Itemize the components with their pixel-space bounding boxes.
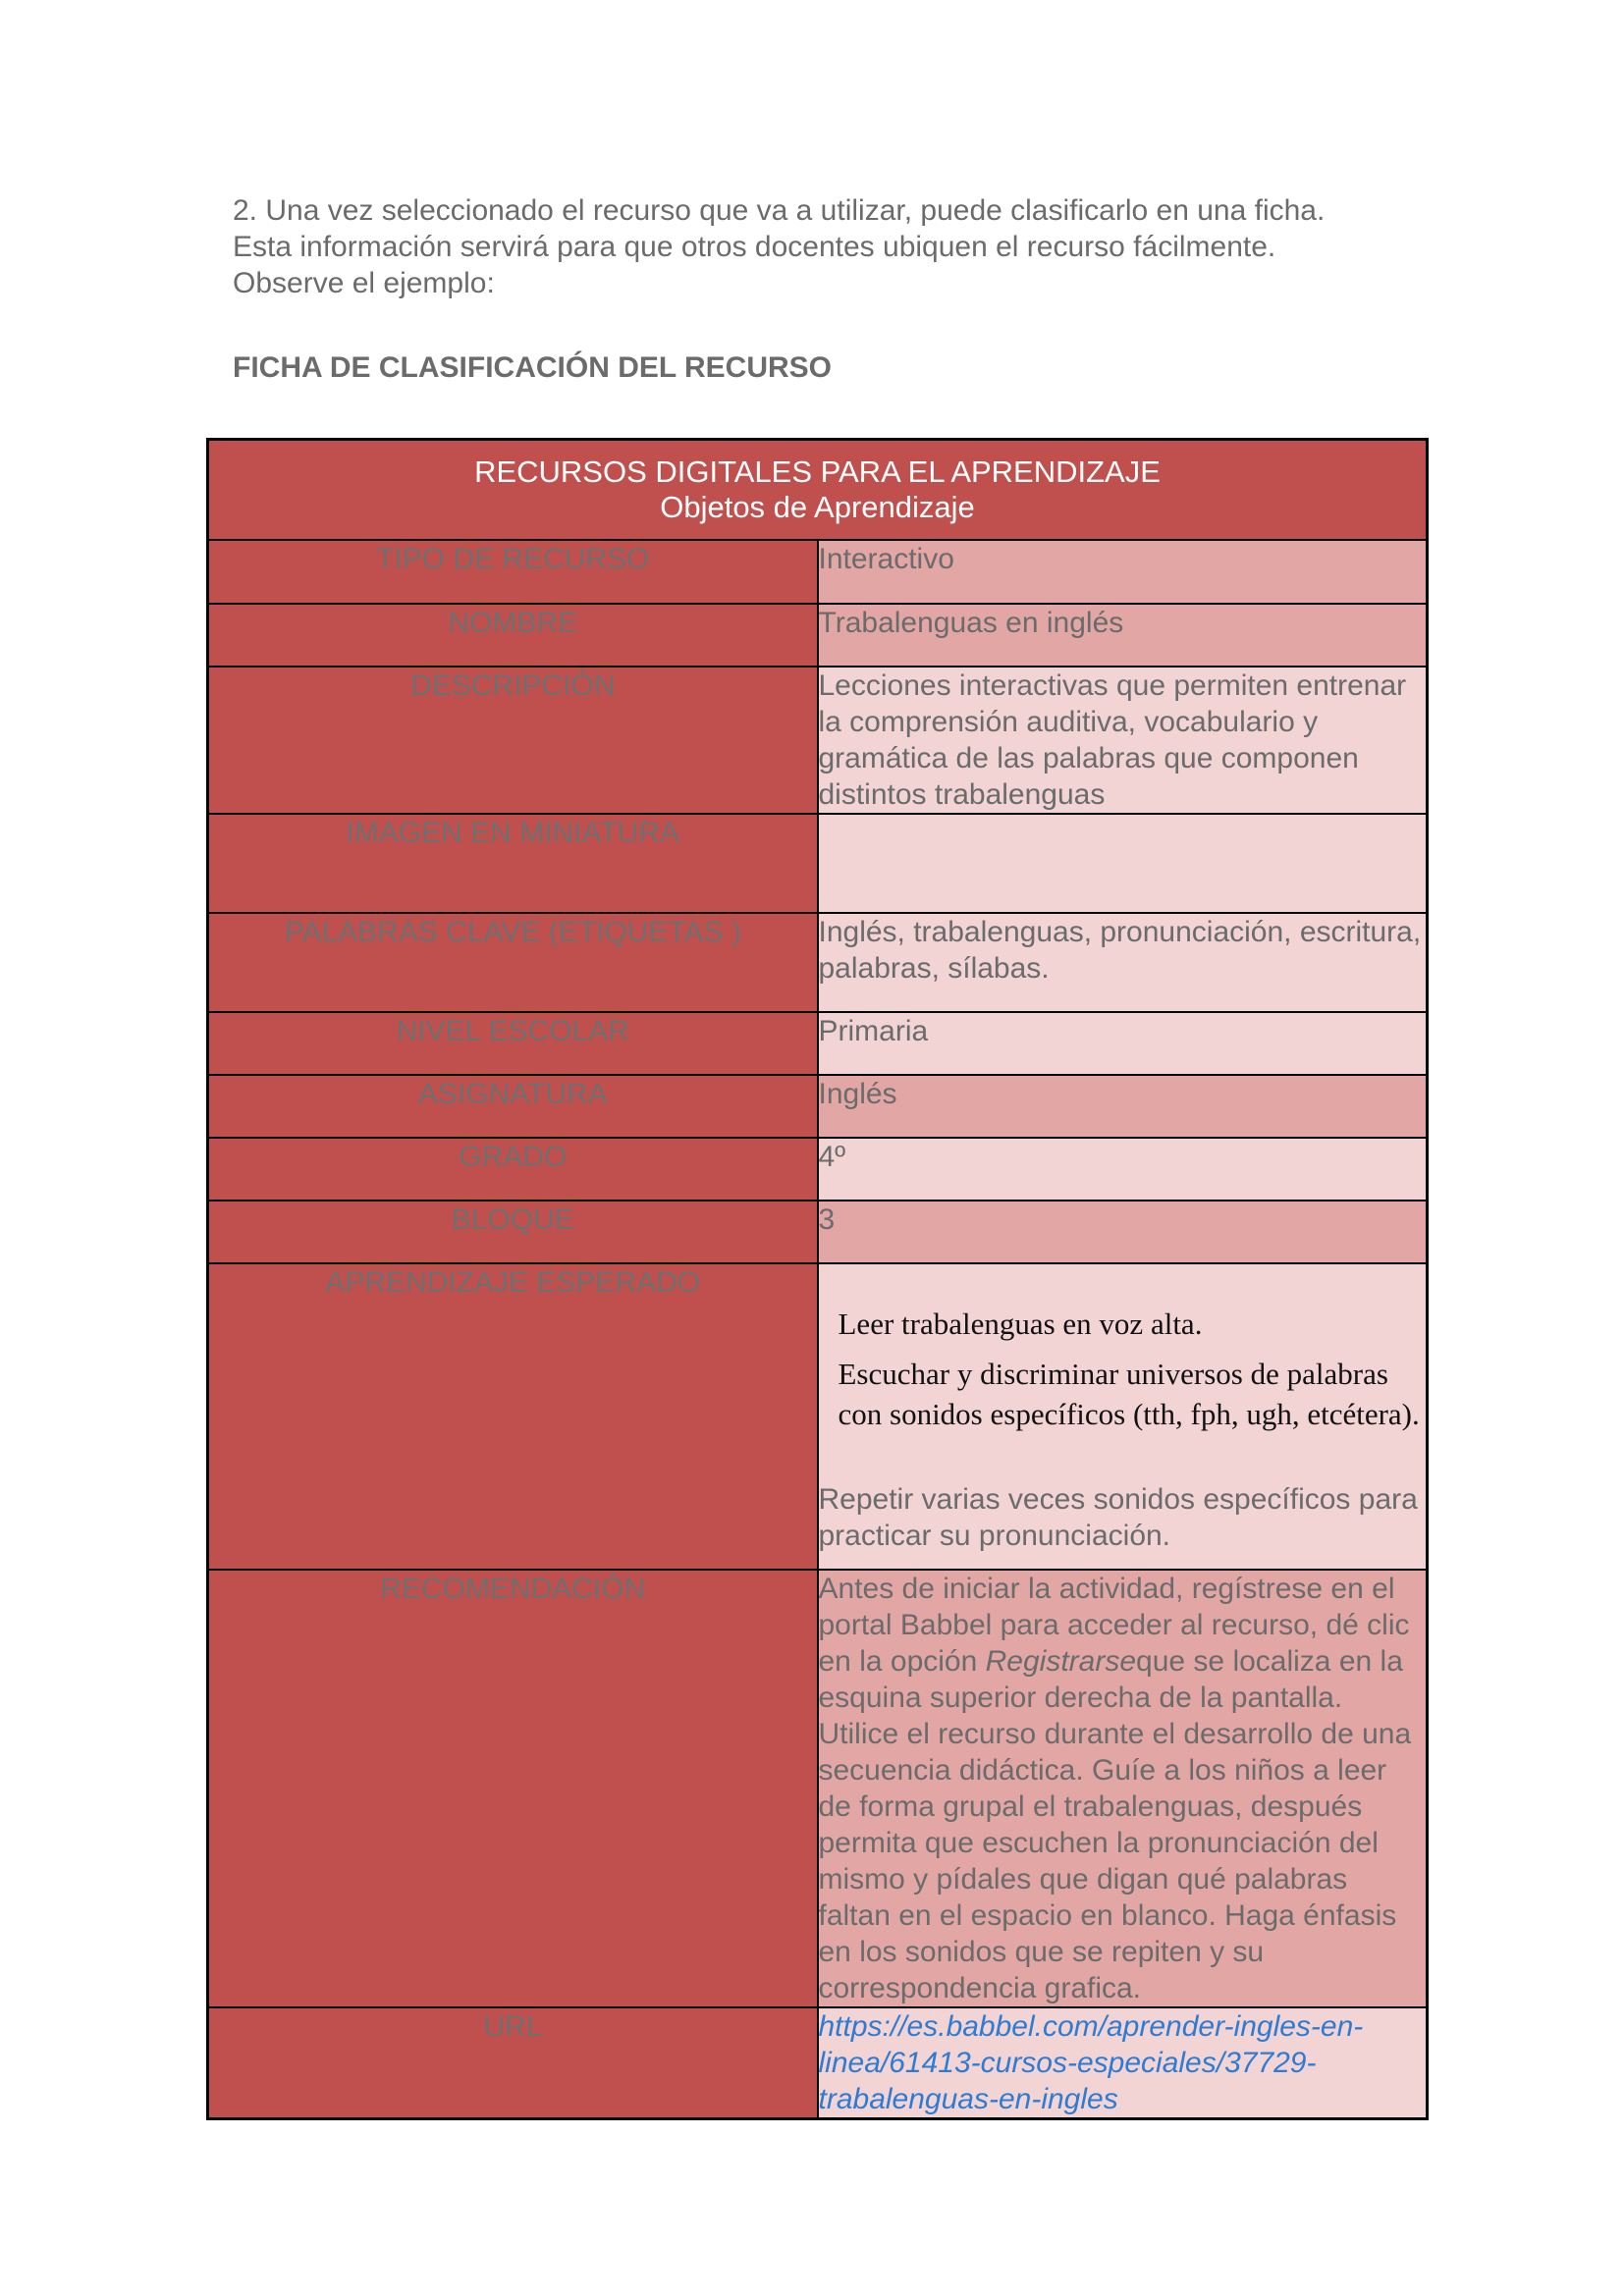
table-header-row (208, 440, 1428, 541)
aprendizaje-line-1: Leer trabalenguas en voz alta. (838, 1307, 1203, 1341)
table-row (208, 1263, 1428, 1570)
row-value-bloque: 3 (818, 1201, 1428, 1263)
table-row (208, 1138, 1428, 1201)
row-value-palabras: Inglés, trabalenguas, pronunciación, escritura, palabras, sílabas. (818, 913, 1428, 1012)
table-row (208, 540, 1428, 604)
table-row (208, 913, 1428, 1012)
table-row (208, 1201, 1428, 1263)
row-value-asignatura: Inglés (818, 1075, 1428, 1138)
aprendizaje-line-2: Escuchar y discriminar universos de palabras con sonidos específicos (tth, fph, ugh, etcétera). (838, 1357, 1420, 1431)
table-row (208, 2007, 1428, 2119)
table-subtitle: Objetos de Aprendizaje (660, 490, 975, 524)
row-label-imagen: IMAGEN EN MINIATURA (208, 814, 818, 913)
row-label-asignatura: ASIGNATURA (208, 1075, 818, 1138)
row-label-aprendizaje: APRENDIZAJE ESPERADO (208, 1263, 818, 1570)
row-value-descripcion: Lecciones interactivas que permiten entrenar la comprensión auditiva, vocabulario y gramática de las palabras que componen distintos trabalenguas (818, 667, 1428, 814)
row-value-aprendizaje (818, 1263, 1428, 1570)
table-row (208, 1012, 1428, 1075)
recomendacion-text-1: Antes de iniciar la actividad, regístrese en el portal Babbel para acceder al recurso, dé clic en la opción (818, 1573, 1410, 1678)
row-value-nivel: Primaria (818, 1012, 1428, 1075)
table-title-cell (208, 440, 1428, 541)
row-value-grado: 4º (818, 1138, 1428, 1201)
row-label-nombre: NOMBRE (208, 604, 818, 667)
classification-table (206, 438, 1429, 2120)
table-row (208, 604, 1428, 667)
row-value-recomendacion (818, 1570, 1428, 2007)
recomendacion-italic: Registrarse (985, 1645, 1137, 1678)
resource-url-link[interactable]: https://es.babbel.com/aprender-ingles-en-linea/61413-cursos-especiales/37729-trabalenguas-en-ingles (818, 2010, 1364, 2115)
table-row (208, 667, 1428, 814)
table-row (208, 1075, 1428, 1138)
table-title: RECURSOS DIGITALES PARA EL APRENDIZAJE (474, 454, 1161, 489)
row-label-url: URL (208, 2007, 818, 2119)
row-value-tipo: Interactivo (818, 540, 1428, 604)
row-value-nombre: Trabalenguas en inglés (818, 604, 1428, 667)
row-label-tipo: TIPO DE RECURSO (208, 540, 818, 604)
section-heading: FICHA DE CLASIFICACIÓN DEL RECURSO (233, 351, 833, 384)
row-label-descripcion: DESCRIPCIÓN (208, 667, 818, 814)
row-label-nivel: NIVEL ESCOLAR (208, 1012, 818, 1075)
row-label-bloque: BLOQUE (208, 1201, 818, 1263)
table-row (208, 814, 1428, 913)
row-value-url (818, 2007, 1428, 2119)
intro-paragraph: 2. Una vez seleccionado el recurso que va a utilizar, puede clasificarlo en una ficha. Esta información servirá para que otros docentes ubiquen el recurso fácilmente. Observe el ejemplo: (233, 194, 1326, 299)
row-label-palabras: PALABRAS CLAVE (ETIQUETAS ) (208, 913, 818, 1012)
recomendacion-text-2: que se localiza en la esquina superior derecha de la pantalla. Utilice el recurso durante el desarrollo de una secuencia didáctica. Guíe a los niños a leer de forma grupal el trabalenguas, después permita que escuchen la pronunciación del mismo y pídales que digan qué palabras faltan en el espacio en blanco. Haga énfasis en los sonidos que se repiten y su correspondencia grafica. (818, 1645, 1412, 2004)
aprendizaje-line-3: Repetir varias veces sonidos específicos para practicar su pronunciación. (818, 1483, 1418, 1552)
row-label-grado: GRADO (208, 1138, 818, 1201)
row-value-imagen (818, 814, 1428, 913)
row-label-recomendacion: RECOMENDACIÓN (208, 1570, 818, 2007)
table-row (208, 1570, 1428, 2007)
